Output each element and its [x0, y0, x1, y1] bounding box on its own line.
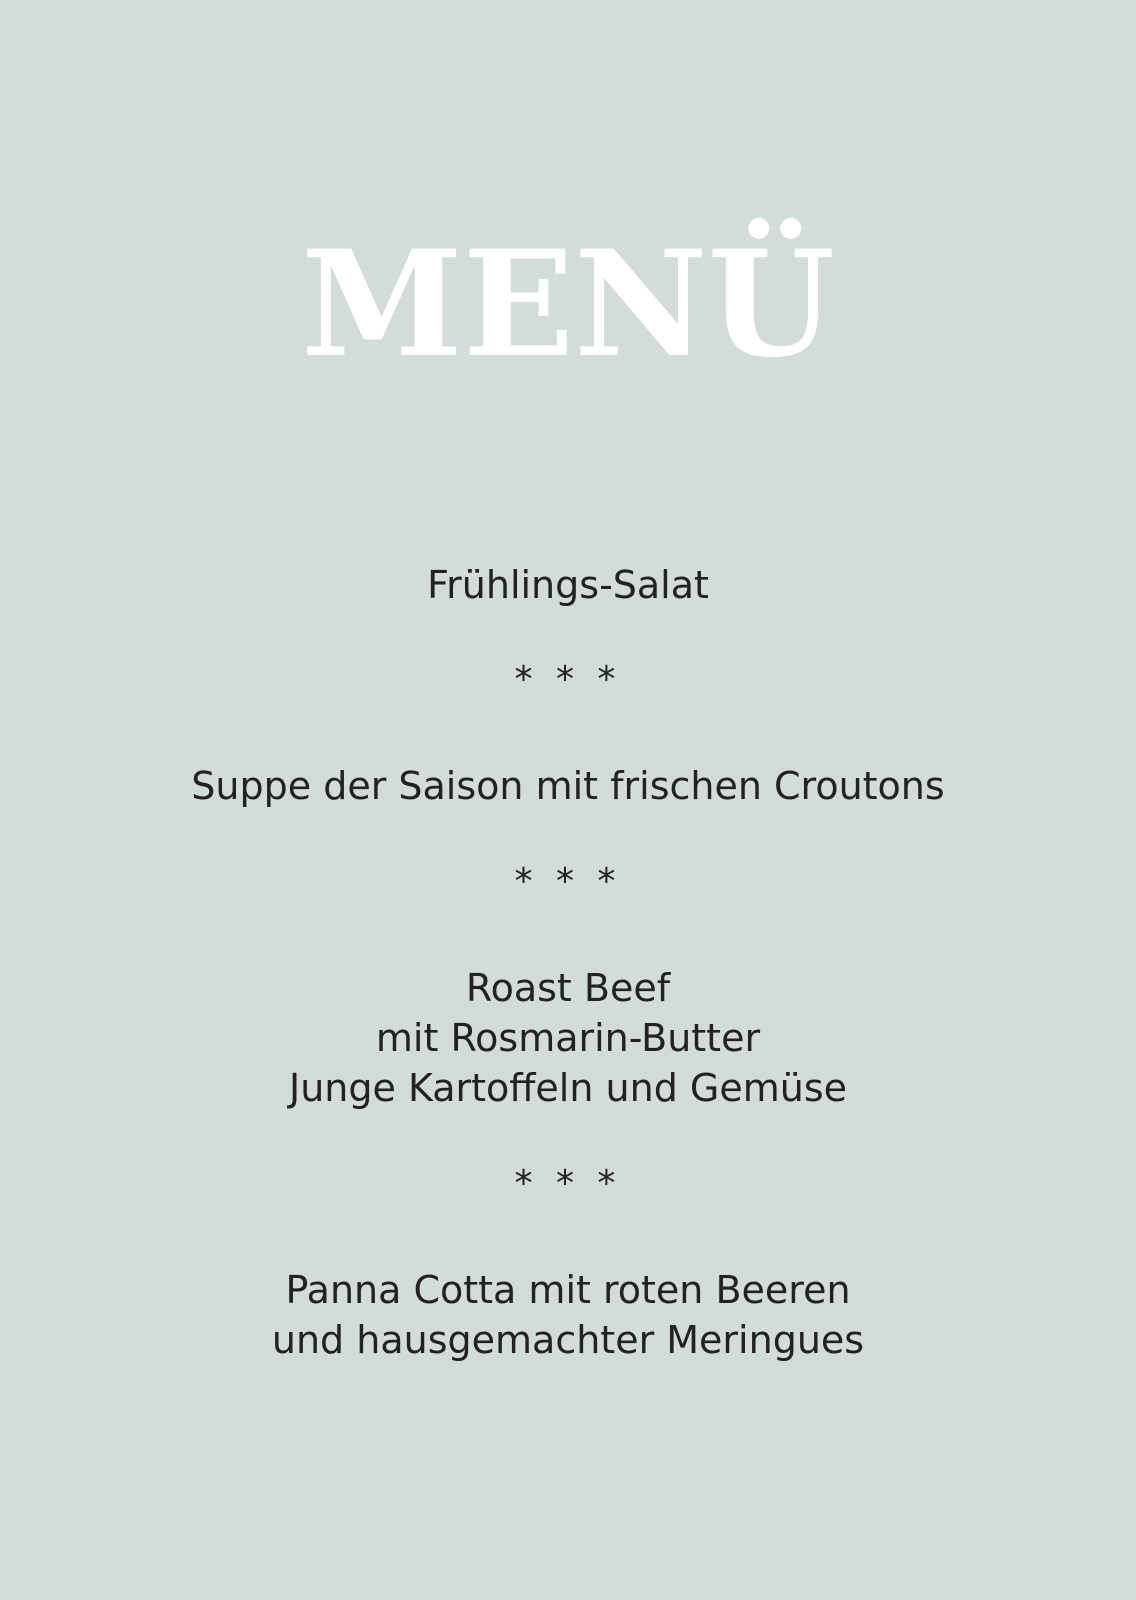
course-separator: * * *: [514, 861, 622, 902]
course-main: [0, 963, 1136, 1113]
course-line: Frühlings-Salat: [427, 563, 709, 607]
course-line: Suppe der Saison mit frischen Croutons: [191, 764, 945, 808]
course-line: und hausgemachter Meringues: [271, 1318, 865, 1362]
menu-title: MENÜ: [301, 219, 835, 390]
course-soup: [0, 761, 1136, 811]
course-dessert: [0, 1265, 1136, 1365]
course-separator: * * *: [514, 1163, 622, 1204]
course-line: Panna Cotta mit roten Beeren: [285, 1268, 851, 1312]
course-line: mit Rosmarin-Butter: [375, 1016, 761, 1060]
course-line: Roast Beef: [465, 966, 671, 1010]
course-separator: * * *: [514, 659, 622, 700]
course-line: Junge Kartoffeln und Gemüse: [288, 1066, 847, 1110]
course-starter: [0, 560, 1136, 610]
